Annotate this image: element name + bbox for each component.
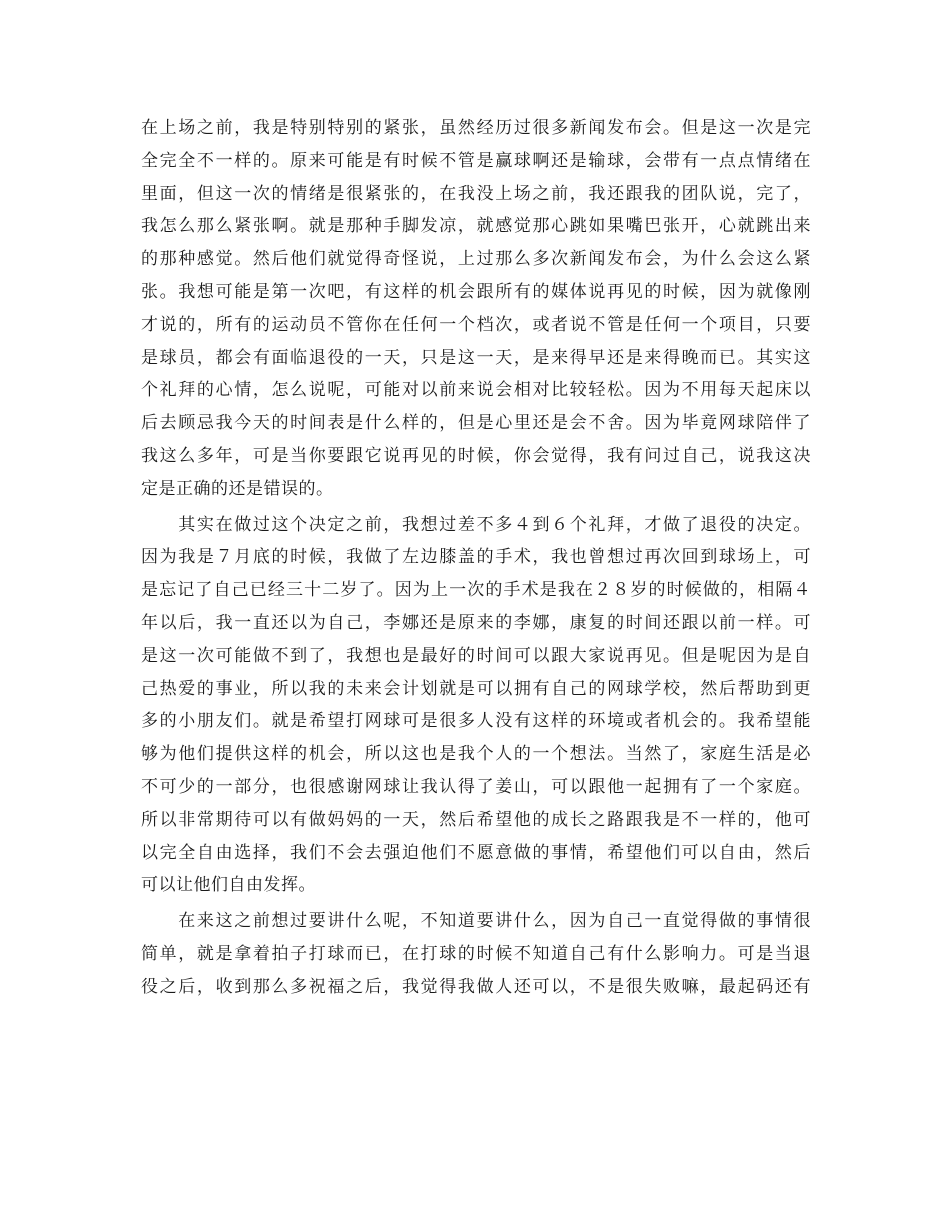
text-line: 年以后，我一直还以为自己，李娜还是原来的李娜，康复的时间还跟以前一样。可 <box>141 612 811 633</box>
text-line: 在上场之前，我是特别特别的紧张，虽然经历过很多新闻发布会。但是这一次是完 <box>141 118 811 138</box>
text-line: 个礼拜的心情，怎么说呢，可能对以前来说会相对比较轻松。因为不用每天起床以 <box>141 380 811 401</box>
text-line: 多的小朋友们。就是希望打网球可是很多人没有这样的环境或者机会的。我希望能 <box>141 711 811 732</box>
text-line: 是球员，都会有面临退役的一天，只是这一天，是来得早还是来得晚而已。其实这 <box>141 347 811 368</box>
text-line: 是这一次可能做不到了，我想也是最好的时间可以跟大家说再见。但是呢因为是自 <box>141 645 811 666</box>
text-line: 够为他们提供这样的机会，所以这也是我个人的一个想法。当然了，家庭生活是必 <box>141 744 811 765</box>
text-line: 因为我是７月底的时候，我做了左边膝盖的手术，我也曾想过再次回到球场上，可 <box>141 547 811 568</box>
text-line: 我怎么那么紧张啊。就是那种手脚发凉，就感觉那心跳如果嘴巴张开，心就跳出来 <box>141 216 811 237</box>
paragraph-3 <box>141 905 811 1003</box>
text-line: 所以非常期待可以有做妈妈的一天，然后希望他的成长之路跟我是不一样的，他可 <box>141 809 811 830</box>
text-line: 不可少的一部分，也很感谢网球让我认得了姜山，可以跟他一起拥有了一个家庭。 <box>141 776 811 797</box>
text-line: 的那种感觉。然后他们就觉得奇怪说，上过那么多次新闻发布会，为什么会这么紧 <box>141 249 811 270</box>
document-body <box>141 112 811 1004</box>
text-line: 全完全不一样的。原来可能是有时候不管是赢球啊还是输球，会带有一点点情绪在 <box>141 150 811 171</box>
text-line: 后去顾忌我今天的时间表是什么样的，但是心里还是会不舍。因为毕竟网球陪伴了 <box>141 413 811 434</box>
paragraph-2 <box>141 509 811 903</box>
text-line: 己热爱的事业，所以我的未来会计划就是可以拥有自己的网球学校，然后帮助到更 <box>141 678 811 699</box>
text-line: 役之后，收到那么多祝福之后，我觉得我做人还可以，不是很失败嘛，最起码还有 <box>141 976 811 997</box>
text-line: 里面，但这一次的情绪是很紧张的，在我没上场之前，我还跟我的团队说，完了， <box>141 183 811 204</box>
text-line: 以完全自由选择，我们不会去强迫他们不愿意做的事情，希望他们可以自由，然后 <box>141 842 811 863</box>
text-line: 是忘记了自己已经三十二岁了。因为上一次的手术是我在２８岁的时候做的，相隔４ <box>141 580 811 601</box>
text-line: 我这么多年，可是当你要跟它说再见的时候，你会觉得，我有问过自己，说我这决 <box>141 445 811 466</box>
text-line: 可以让他们自由发挥。 <box>141 875 316 896</box>
text-line: 才说的，所有的运动员不管你在任何一个档次，或者说不管是任何一个项目，只要 <box>141 314 811 335</box>
text-line: 其实在做过这个决定之前，我想过差不多４到６个礼拜，才做了退役的决定。 <box>141 514 811 535</box>
text-line: 张。我想可能是第一次吧，有这样的机会跟所有的媒体说再见的时候，因为就像刚 <box>141 281 811 302</box>
text-line: 在来这之前想过要讲什么呢，不知道要讲什么，因为自己一直觉得做的事情很 <box>141 911 811 932</box>
paragraph-1 <box>141 112 811 506</box>
text-line: 定是正确的还是错误的。 <box>141 478 334 499</box>
text-line: 简单，就是拿着拍子打球而已，在打球的时候不知道自己有什么影响力。可是当退 <box>141 943 811 964</box>
